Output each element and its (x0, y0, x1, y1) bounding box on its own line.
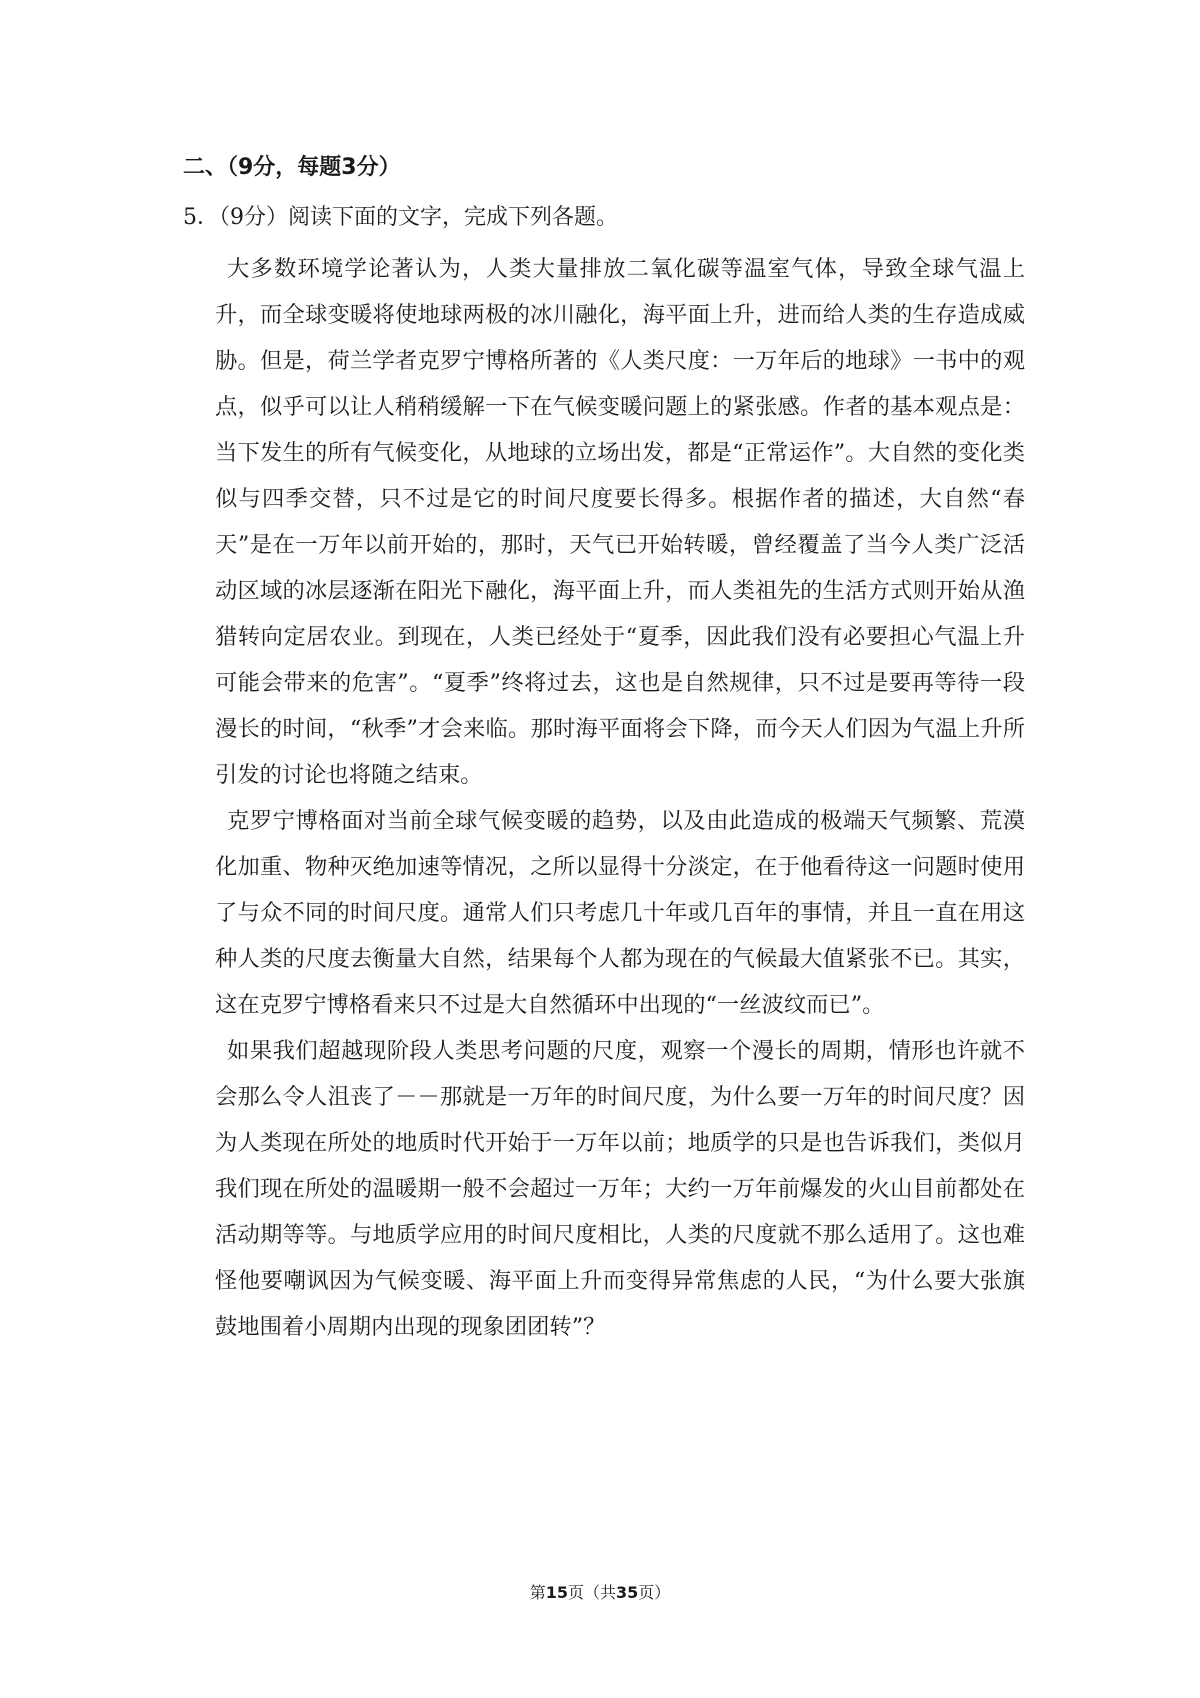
passage-paragraph-3: 如果我们超越现阶段人类思考问题的尺度，观察一个漫长的周期，情形也许就不会那么令人沮丧了－－那就是一万年的时间尺度，为什么要一万年的时间尺度？因为人类现在所处的地质时代开始于一万年以前；地质学的只是也告诉我们，类似月我们现在所处的温暖期一般不会超过一万年；大约一万年前爆发的火山目前都处在活动期等等。与地质学应用的时间尺度相比，人类的尺度就不那么适用了。这也难怪他要嘲讽因为气候变暖、海平面上升而变得异常焦虑的人民，“为什么要大张旗鼓地围着小周期内出现的现象团团转”？ (215, 1038, 1025, 1340)
passage-paragraph-2: 克罗宁博格面对当前全球气候变暖的趋势，以及由此造成的极端天气频繁、荒漠化加重、物种灭绝加速等情况，之所以显得十分淡定，在于他看待这一问题时使用了与众不同的时间尺度。通常人们只考虑几十年或几百年的事情，并且一直在用这种人类的尺度去衡量大自然，结果每个人都为现在的气候最大值紧张不已。其实，这在克罗宁博格看来只不过是大自然循环中出现的“一丝波纹而已”。 (215, 808, 1025, 1018)
footer-suffix: 页） (638, 1583, 671, 1602)
footer-prefix: 第 (529, 1583, 546, 1602)
page-number: 15 (545, 1583, 568, 1602)
passage-paragraph-1: 大多数环境学论著认为，人类大量排放二氧化碳等温室气体，导致全球气温上升，而全球变暖将使地球两极的冰川融化，海平面上升，进而给人类的生存造成威胁。但是，荷兰学者克罗宁博格所著的《人类尺度：一万年后的地球》一书中的观点，似乎可以让人稍稍缓解一下在气候变暖问题上的紧张感。作者的基本观点是：当下发生的所有气候变化，从地球的立场出发，都是“正常运作”。大自然的变化类似与四季交替，只不过是它的时间尺度要长得多。根据作者的描述，大自然“春天”是在一万年以前开始的，那时，天气已开始转暖，曾经覆盖了当今人类广泛活动区域的冰层逐渐在阳光下融化，海平面上升，而人类祖先的生活方式则开始从渔猎转向定居农业。到现在，人类已经处于“夏季，因此我们没有必要担心气温上升可能会带来的危害”。“夏季”终将过去，这也是自然规律，只不过是要再等待一段漫长的时间，“秋季”才会来临。那时海平面将会下降，而今天人们因为气温上升所引发的讨论也将随之结束。 (215, 256, 1025, 788)
reading-passage (215, 246, 1025, 1350)
page-total: 35 (616, 1583, 639, 1602)
page-footer (0, 1581, 1200, 1605)
question-prompt: 5．（9分）阅读下面的文字，完成下列各题。 (183, 205, 618, 230)
footer-middle: 页（共 (567, 1583, 616, 1602)
section-heading: 二、（9分，每题3分） (183, 155, 401, 180)
